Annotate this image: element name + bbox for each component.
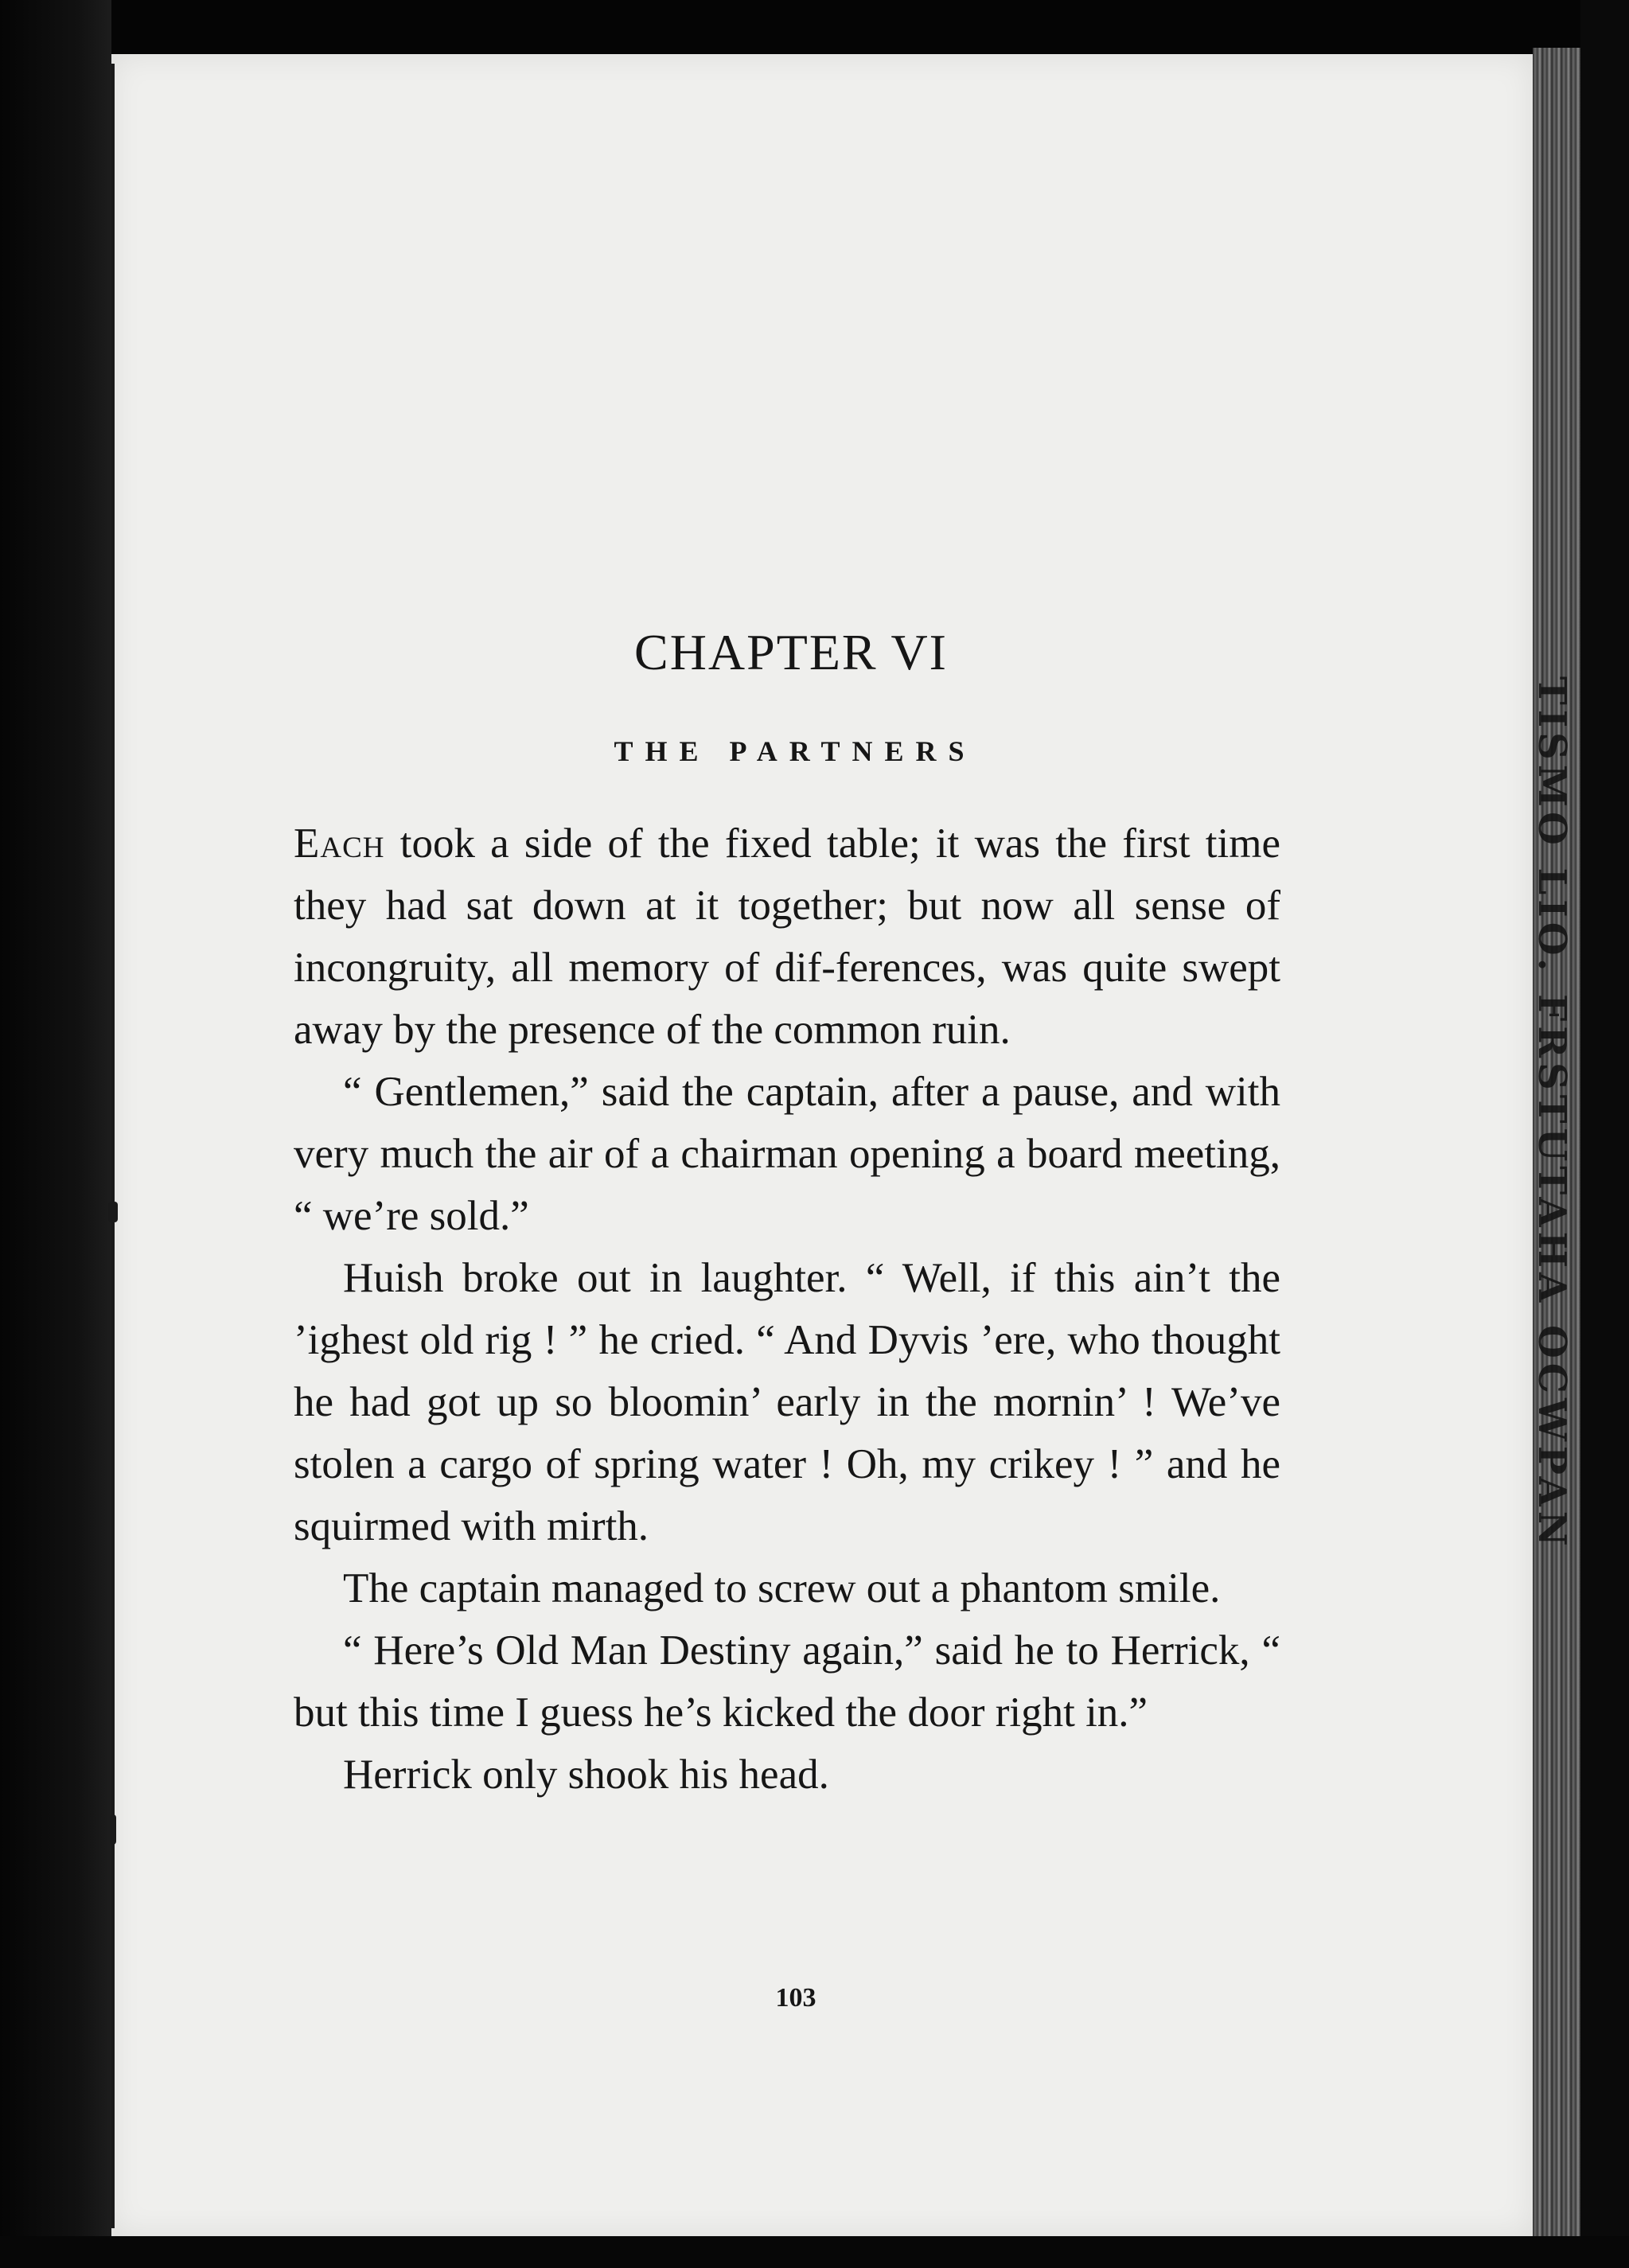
paragraph-lead-word: Each	[294, 820, 385, 867]
paragraph: Huish broke out in laughter. “ Well, if this ain’t the ’ighest old rig ! ” he cried. “ And Dyvis ’ere, who thought he had got up so bloomin’ early in the mornin’ ! We’ve stolen a cargo of spring water ! Oh, my crikey ! ” and he squirmed with mirth.	[294, 1255, 1280, 1549]
page-number: 103	[775, 1983, 816, 2013]
paragraph	[294, 813, 1280, 1061]
page-text	[294, 621, 1280, 1806]
paragraph: “ Gentlemen,” said the captain, after a pause, and with very much the air of a chairman opening a board meeting, “ we’re sold.”	[294, 1069, 1280, 1239]
scan-right-margin	[1580, 0, 1629, 2268]
scan-bottom-margin	[0, 2236, 1629, 2268]
gutter-fold-line	[111, 64, 115, 2228]
paragraph: Herrick only shook his head.	[343, 1752, 829, 1798]
paragraph-text: took a side of the fixed table; it was the first time they had sat down at it together; but now all sense of incongruity, all memory of dif-ferences, was quite swept away by the presence of the common ruin.	[294, 820, 1280, 1053]
scan-top-margin	[0, 0, 1629, 54]
gutter-speck	[110, 1814, 116, 1845]
fore-edge-stamp: TISMO LIO. FRSTUTAHA OCWPAN	[1530, 676, 1574, 1551]
gutter-speck	[108, 1202, 118, 1222]
paragraph: The captain managed to screw out a phantom smile.	[343, 1565, 1221, 1611]
book-gutter	[0, 0, 111, 2268]
chapter-subtitle: THE PARTNERS	[614, 735, 976, 767]
paragraph: “ Here’s Old Man Destiny again,” said he to Herrick, “ but this time I guess he’s kicked the door right in.”	[294, 1627, 1280, 1736]
chapter-title: CHAPTER VI	[634, 624, 948, 680]
